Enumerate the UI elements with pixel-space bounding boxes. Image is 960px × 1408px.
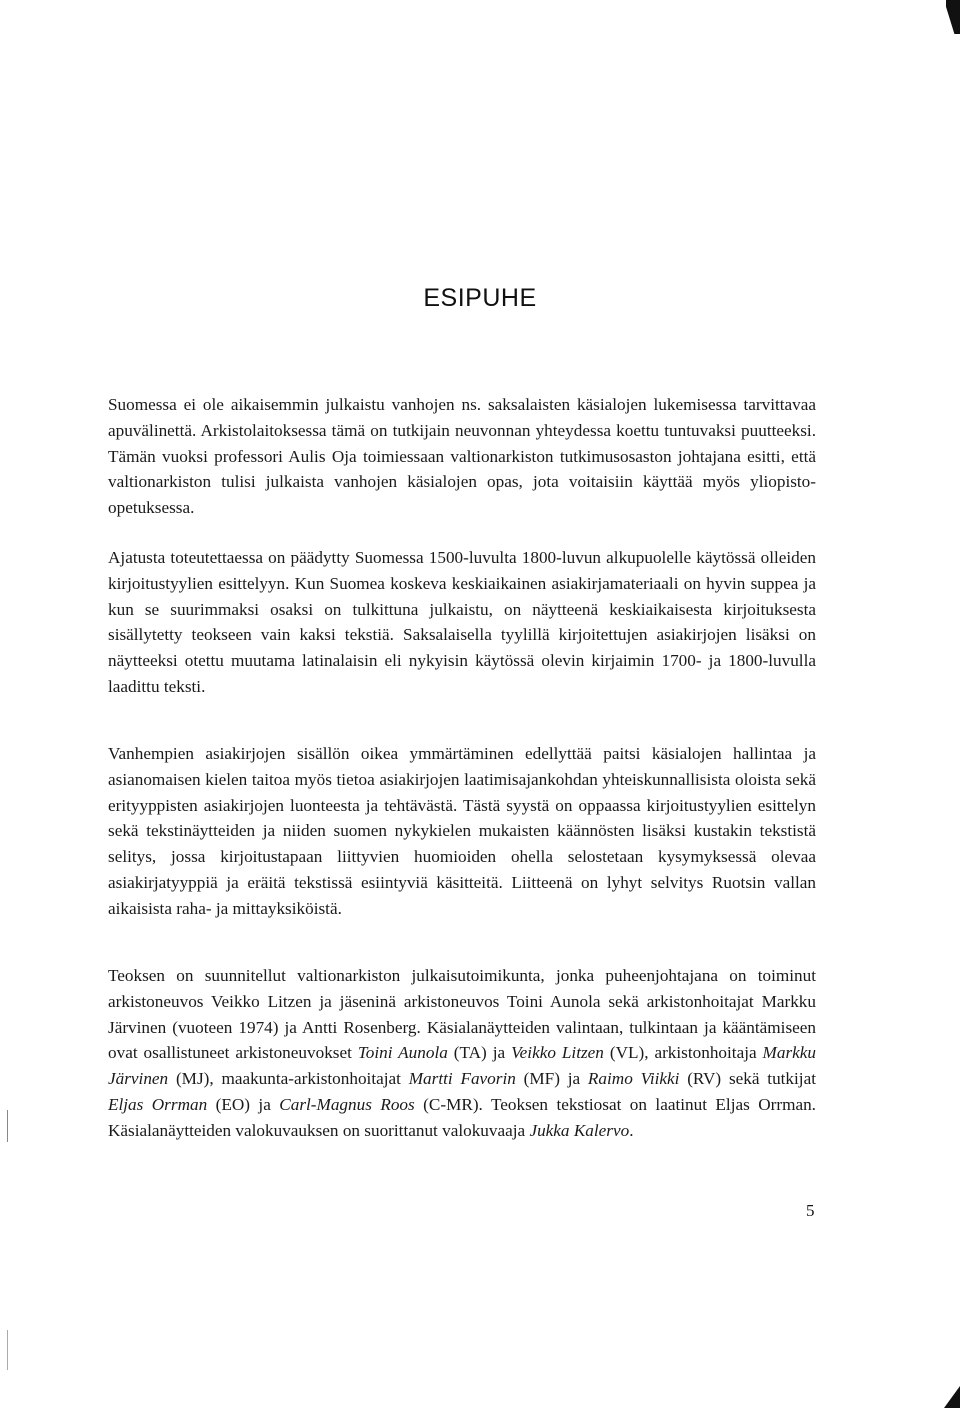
person-name: Eljas Orrman	[108, 1094, 208, 1114]
paragraph-4-text: (EO) ja	[207, 1094, 280, 1114]
paragraph-1: Suomessa ei ole aikaisemmin julkaistu vanhojen ns. saksalaisten käsialojen lukemisessa tarvittavaa apuvälinettä. Arkistolaitoksessa tämä on tutkijain neuvonnan yhteydessa koettu tuntuvaksi puutteeksi. Tämän vuoksi professori Aulis Oja toimiessaan valtionarkiston tutkimusosaston johtajana esitti, että valtionarkiston tulisi julkaista vanhojen käsialojen opas, jota voitaisiin käyttää myös yliopisto-opetuksessa.	[108, 395, 816, 518]
paragraph-4	[108, 963, 816, 1144]
paragraph-4-text: (TA) ja	[447, 1043, 512, 1063]
paragraph-4-text: Teoksen on suunnitellut valtionarkiston julkaisutoimikunta, jonka puheenjohtajana on toiminut arkistoneuvos Veikko Litzen ja jäseninä arkistoneuvos Toini Aunola sekä arkistonhoitajat Markku Järvinen (vuoteen 1974) ja Antti Rosenberg. Käsialanäytteiden valintaan, tulkintaan ja kääntämiseen ovat osallistuneet arkistoneuvokset	[108, 966, 816, 1063]
person-name: Carl-Magnus Roos	[279, 1094, 415, 1114]
person-name: Martti Favorin	[408, 1069, 516, 1089]
scan-corner-mark	[944, 1386, 960, 1408]
scan-corner-mark	[946, 0, 960, 34]
scan-edge-mark	[7, 1110, 8, 1142]
paragraph-3: Vanhempien asiakirjojen sisällön oikea ymmärtäminen edellyttää paitsi käsialojen hallintaa ja asianomaisen kielen taitoa myös tietoa asiakirjojen laatimisajankohdan yhteiskunnallisista oloista sekä erityyppisten asiakirjojen luonteesta ja tehtävästä. Tästä syystä on oppaassa kirjoitustyylien esittelyn sekä tekstinäytteiden ja niiden suomen nykykielen mukaisten käännösten lisäksi kustakin tekstistä selitys, jossa kirjoitustapaan liittyvien huomioiden ohella selostetaan kysymyksessä olevaa asiakirjatyyppiä ja eräitä tekstissä esiintyviä käsitteitä. Liitteenä on lyhyt selvitys Ruotsin vallan aikaisista raha- ja mittayksiköistä.	[108, 744, 816, 918]
paragraph-4-text: (RV) sekä tutkijat	[679, 1069, 816, 1089]
person-name: Markku Järvinen	[108, 1043, 816, 1089]
person-name: Jukka Kalervo	[529, 1120, 630, 1140]
scan-edge-mark	[7, 1330, 8, 1370]
page-number: 5	[806, 1201, 815, 1220]
page-title: ESIPUHE	[423, 284, 537, 312]
paragraph-4-text: (MF) ja	[515, 1069, 588, 1089]
person-name: Veikko Litzen	[511, 1043, 604, 1063]
paragraph-4-text: (C-MR). Teoksen tekstiosat on laatinut Eljas Orrman. Käsialanäytteiden valokuvauksen on suorittanut valokuvaaja	[108, 1094, 816, 1140]
person-name: Toini Aunola	[357, 1043, 448, 1063]
person-name: Raimo Viikki	[587, 1069, 680, 1089]
paragraph-4-text: (VL), arkistonhoitaja	[603, 1043, 763, 1063]
paragraph-4-text: (MJ), maakunta-arkistonhoitajat	[168, 1069, 409, 1089]
paragraph-2: Ajatusta toteutettaessa on päädytty Suomessa 1500-luvulta 1800-luvun alkupuolelle käytössä olleiden kirjoitustyylien esittelyyn. Kun Suomea koskeva keskiaikainen asiakirjamateriaali on hyvin suppea ja kun se suurimmaksi osaksi on tulkittuna julkaistu, on näytteenä keskiaikaisesta kirjoituksesta sisällytetty teokseen vain kaksi tekstiä. Saksalaisella tyylillä kirjoitettujen asiakirjojen lisäksi on näytteeksi otettu muutama latinalaisin eli nykyisin käytössä olevin kirjaimin 1700- ja 1800-luvulla laadittu teksti.	[108, 548, 816, 696]
paragraph-4-text: .	[629, 1120, 634, 1140]
